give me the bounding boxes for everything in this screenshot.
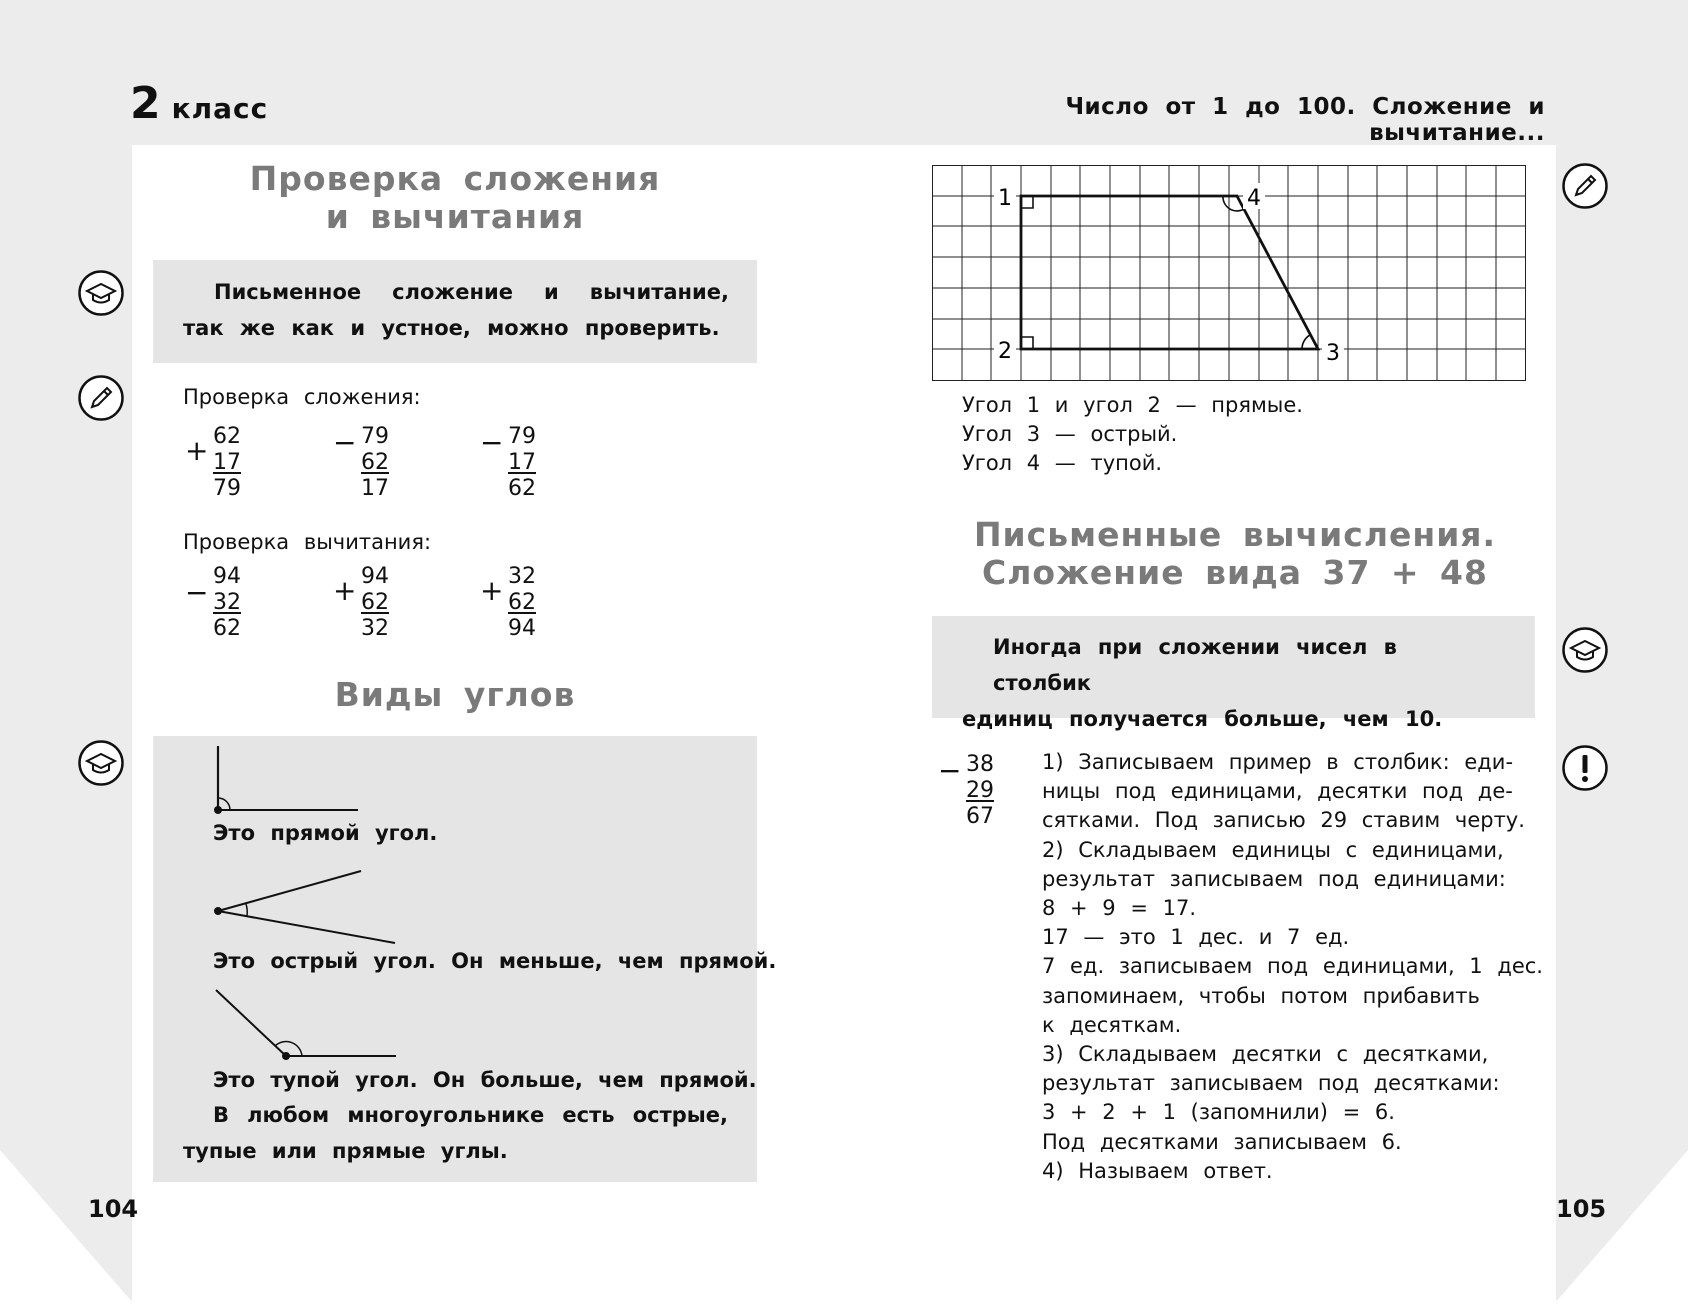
calc-sign: − — [333, 426, 357, 459]
graduation-cap-icon — [78, 270, 124, 316]
pencil-icon — [78, 375, 124, 421]
grid-figure — [932, 165, 1526, 381]
rule-box-written — [932, 616, 1535, 731]
calc-bottom: 62 — [361, 590, 389, 615]
angle-notes — [962, 391, 1303, 478]
calc-bottom: 32 — [213, 590, 241, 615]
calc-result: 17 — [361, 476, 389, 501]
polygon-text-line: тупые или прямые углы. — [183, 1139, 508, 1163]
angle-note: Угол 1 и угол 2 — прямые. — [962, 393, 1303, 417]
grid-label: 2 — [998, 339, 1012, 364]
polygon-text-line: В любом многоугольнике есть острые, — [213, 1103, 728, 1127]
right-angle-text: Это прямой угол. — [213, 821, 438, 845]
graduation-cap-icon — [78, 740, 124, 786]
obtuse-angle-drawing — [216, 990, 396, 1060]
calc-top: 79 — [361, 424, 389, 449]
pencil-icon — [1562, 163, 1608, 209]
step-line: 4) Называем ответ. — [1042, 1158, 1273, 1183]
calc-sign: − — [938, 754, 962, 787]
step-line: сятками. Под записью 29 ставим черту. — [1042, 808, 1525, 833]
step-line: ницы под единицами, десятки под де- — [1042, 779, 1513, 804]
step-line: 1) Записываем пример в столбик: еди- — [1042, 750, 1514, 774]
calc-top: 38 — [966, 752, 994, 777]
rule-text-line: Иногда при сложении чисел в столбик — [993, 635, 1397, 695]
grade-word: класс — [171, 92, 269, 125]
calc-result: 67 — [966, 804, 994, 829]
rule-box-check — [153, 260, 757, 363]
section-title-line: Сложение вида 37 + 48 — [982, 553, 1488, 592]
rule-text-line: единиц получается больше, чем 10. — [962, 707, 1443, 731]
calc-top: 94 — [213, 564, 241, 589]
page-number-left: 104 — [88, 1195, 139, 1223]
step-line: результат записываем под десятками: — [1042, 1071, 1500, 1096]
steps-list — [1042, 748, 1543, 1186]
calc-sign: + — [185, 434, 209, 467]
step-line: результат записываем под единицами: — [1042, 866, 1506, 891]
step-line: 7 ед. записываем под единицами, 1 дес. — [1042, 954, 1543, 979]
addition-check-label: Проверка сложения: — [183, 385, 421, 409]
calc-result: 94 — [508, 616, 536, 641]
section-title-line: и вычитания — [325, 197, 585, 236]
calc-sign: + — [333, 574, 357, 607]
left-margin-band — [0, 145, 132, 1311]
angle-note: Угол 3 — острый. — [962, 422, 1178, 446]
step-line: 3 + 2 + 1 (запомнили) = 6. — [1042, 1100, 1395, 1125]
grade-number: 2 — [130, 78, 162, 129]
acute-angle-text: Это острый угол. Он меньше, чем прямой. — [213, 949, 777, 973]
step-line: к десяткам. — [1042, 1012, 1182, 1037]
calc-result: 32 — [361, 616, 389, 641]
calc-result: 62 — [508, 476, 536, 501]
grid-label: 3 — [1326, 341, 1340, 366]
step-line: Под десятками записываем 6. — [1042, 1129, 1402, 1154]
polygon-text — [183, 1097, 728, 1169]
step-line: 17 — это 1 дес. и 7 ед. — [1042, 925, 1350, 950]
corner-decoration-left — [0, 1150, 140, 1311]
section-title-check — [200, 160, 710, 236]
section-title-line: Проверка сложения — [249, 159, 661, 198]
corner-decoration-right — [1548, 1150, 1688, 1311]
calc-top: 62 — [213, 424, 241, 449]
obtuse-angle-text: Это тупой угол. Он больше, чем прямой. — [213, 1068, 757, 1092]
calc-bottom: 62 — [361, 450, 389, 475]
grid-label: 4 — [1247, 186, 1261, 211]
calc-bottom: 29 — [966, 778, 994, 803]
calc-bottom: 17 — [508, 450, 536, 475]
calc-top: 32 — [508, 564, 536, 589]
calc-top: 94 — [361, 564, 389, 589]
calc-sign: − — [480, 426, 504, 459]
calc-sign: − — [185, 576, 209, 609]
step-line: 2) Складываем единицы с единицами, — [1042, 837, 1504, 862]
rule-text: Письменное сложение и вычитание, так же как и устное, можно проверить. — [183, 280, 729, 340]
calc-bottom: 62 — [508, 590, 536, 615]
step-line: 8 + 9 = 17. — [1042, 896, 1197, 921]
calc-bottom: 17 — [213, 450, 241, 475]
calc-sign: + — [480, 574, 504, 607]
acute-angle-drawing — [214, 871, 395, 943]
angles-title: Виды углов — [334, 675, 576, 714]
exclamation-icon — [1562, 745, 1608, 791]
right-angle-drawing — [214, 746, 358, 814]
angle-note: Угол 4 — тупой. — [962, 451, 1163, 475]
calc-result: 62 — [213, 616, 241, 641]
step-line: запоминаем, чтобы потом прибавить — [1042, 983, 1480, 1008]
step-line: 3) Складываем десятки с десятками, — [1042, 1042, 1489, 1067]
grade-label — [130, 78, 268, 129]
subtraction-check-label: Проверка вычитания: — [183, 530, 432, 554]
calc-result: 79 — [213, 476, 241, 501]
calc-top: 79 — [508, 424, 536, 449]
graduation-cap-icon — [1562, 627, 1608, 673]
section-title-written — [935, 516, 1535, 592]
page-number-right: 105 — [1556, 1195, 1607, 1223]
section-title-line: Письменные вычисления. — [973, 515, 1497, 554]
grid-label: 1 — [998, 186, 1012, 211]
right-margin-band — [1556, 145, 1688, 1311]
running-head: Число от 1 до 100. Сложение и вычитание... — [1065, 94, 1545, 146]
